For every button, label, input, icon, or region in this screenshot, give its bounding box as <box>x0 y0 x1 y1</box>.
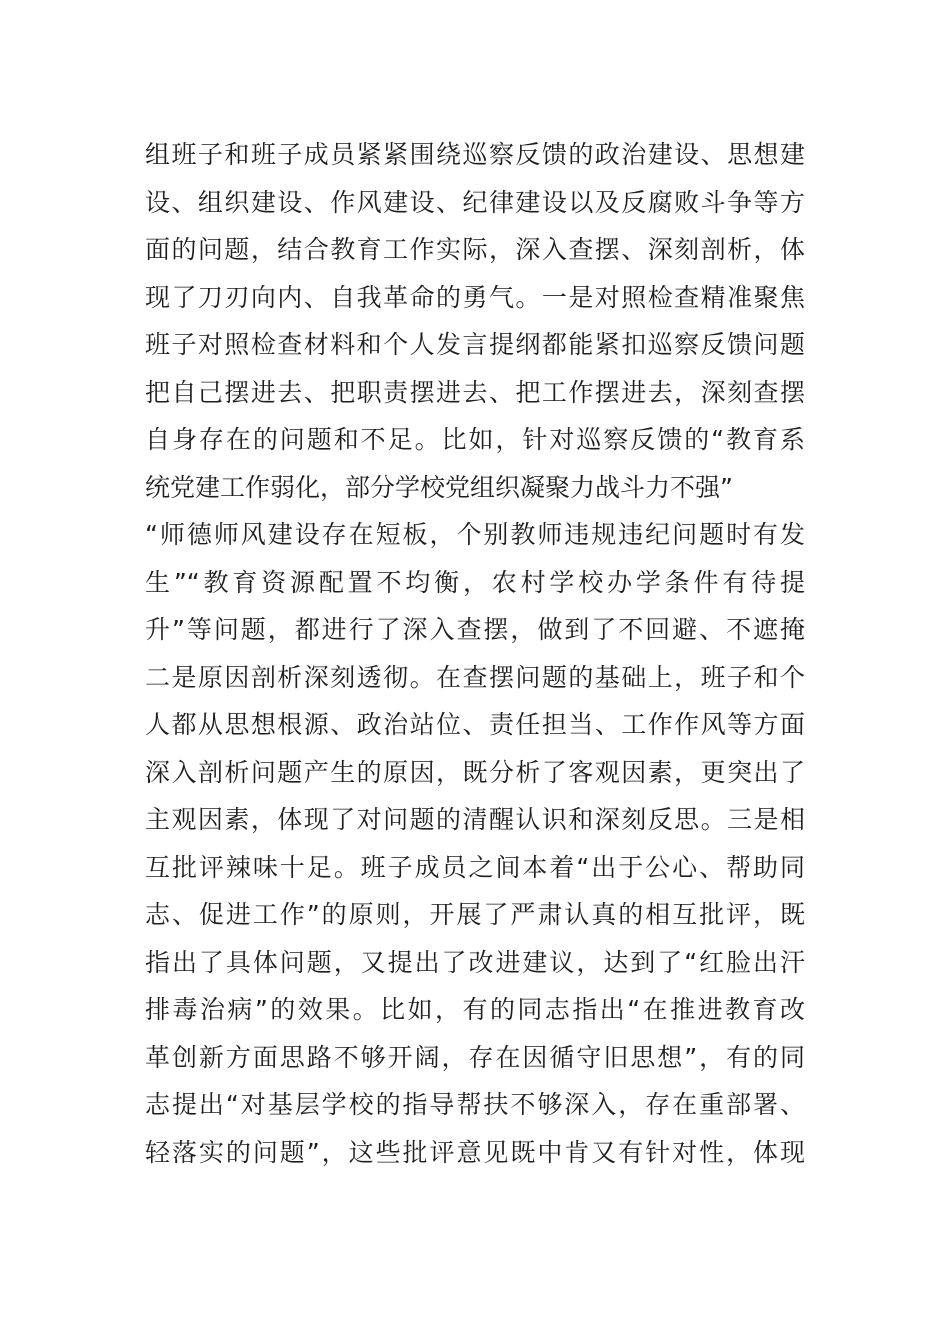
text-line: 革创新方面思路不够开阔，存在因循守旧思想”，有的同 <box>145 1042 805 1072</box>
text-line: 志提出“对基层学校的指导帮扶不够深入，存在重部署、 <box>145 1090 805 1119</box>
text-line: 排毒治病”的效果。比如，有的同志指出“在推进教育改 <box>145 995 805 1024</box>
text-line: 志、促进工作”的原则，开展了严肃认真的相互批评，既 <box>145 900 805 929</box>
text-line: 深入剖析问题产生的原因，既分析了客观因素，更突出了 <box>145 757 805 787</box>
text-line: 轻落实的问题”，这些批评意见既中肯又有针对性，体现 <box>145 1137 805 1167</box>
text-line: 主观因素，体现了对问题的清醒认识和深刻反思。三是相 <box>145 805 805 834</box>
text-line: 互批评辣味十足。班子成员之间本着“出于公心、帮助同 <box>145 852 805 882</box>
text-line: 自身存在的问题和不足。比如，针对巡察反馈的“教育系 <box>145 425 805 454</box>
text-line: “师德师风建设存在短板，个别教师违规违纪问题时有发 <box>145 520 805 549</box>
text-line: 把自己摆进去、把职责摆进去、把工作摆进去，深刻查摆 <box>145 377 805 407</box>
text-line: 班子对照检查材料和个人发言提纲都能紧扣巡察反馈问题 <box>145 330 805 359</box>
document-body <box>145 131 805 1176</box>
text-line: 二是原因剖析深刻透彻。在查摆问题的基础上，班子和个 <box>145 662 805 692</box>
text-line: 统党建工作弱化，部分学校党组织凝聚力战斗力不强” <box>145 472 733 502</box>
text-line: 指出了具体问题，又提出了改进建议，达到了“红脸出汗 <box>145 947 805 977</box>
text-line: 设、组织建设、作风建设、纪律建设以及反腐败斗争等方 <box>145 187 805 217</box>
text-line: 升”等问题，都进行了深入查摆，做到了不回避、不遮掩 <box>145 615 805 644</box>
text-line: 面的问题，结合教育工作实际，深入查摆、深刻剖析，体 <box>145 235 805 264</box>
text-line: 组班子和班子成员紧紧围绕巡察反馈的政治建设、思想建 <box>145 140 805 169</box>
text-line: 人都从思想根源、政治站位、责任担当、工作作风等方面 <box>145 710 805 739</box>
text-line: 生”“教育资源配置不均衡，农村学校办学条件有待提 <box>145 567 805 597</box>
text-line: 现了刀刃向内、自我革命的勇气。一是对照检查精准聚焦 <box>145 282 805 312</box>
